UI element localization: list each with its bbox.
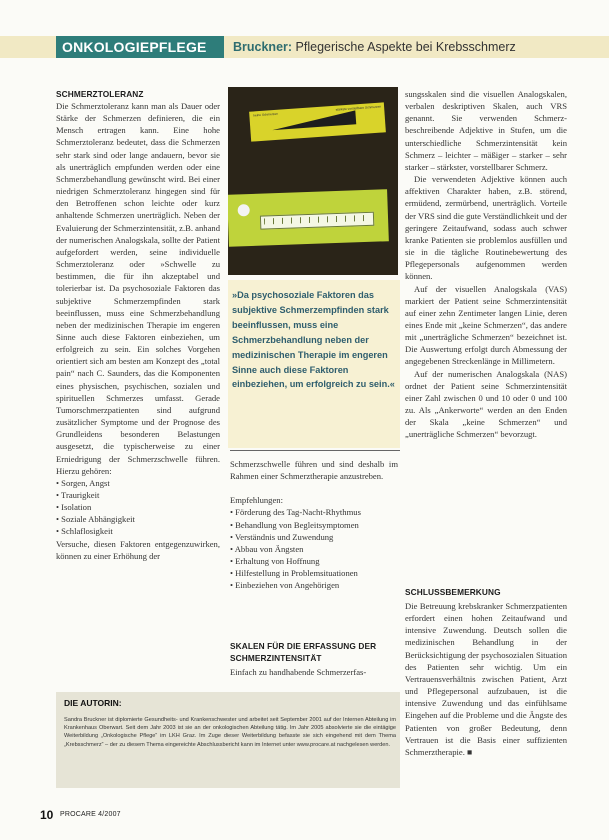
column-1 (56, 88, 220, 562)
divider (230, 450, 400, 451)
col2-paragraph-3 (230, 666, 398, 678)
col2-paragraph-3-text: Einfach zu handhabende Schmerzerfas- (230, 667, 367, 677)
column-3-end (405, 600, 567, 758)
page-title (233, 38, 516, 56)
heading-schmerztoleranz: SCHMERZTOLERANZ (56, 89, 144, 99)
section-tab: ONKOLOGIEPFLEGE (56, 36, 224, 58)
list-item: • Verständnis und Zuwendung (230, 531, 398, 543)
heading-schlussbemerkung: SCHLUSSBEMERKUNG (405, 587, 501, 597)
col2-paragraph-1: Schmerzschwelle führen und sind deshalb im Rahmen einer Schmerztherapie anzustreben. (230, 459, 398, 482)
header-author: Bruckner: (233, 40, 293, 54)
author-text-body: Sandra Bruckner ist diplomierte Gesundheits- und Krankenschwester und arbeitet seit September 2001 auf der Internen Abteilung im Krankenhaus Oberwart. Seit dem Jahr 2003 ist sie an der onkologischen Abteilung tätig. Im Jahr 2005 absolvierte sie die eintägige Weiterbildung „Onkologische Pflege“ im LKH Graz. Im Zuge dieser Weiterbildung befasste sie sich eingehend mit dem Thema „Krebsschmerz“ – der zu diesem Thema eingereichte Abschlussbericht kann im Internet unter www.procare.at nachgelesen werden. (64, 717, 396, 748)
list-item: • Einbeziehen von Angehörigen (230, 579, 398, 591)
page-number: 10 (40, 808, 54, 822)
author-text (64, 716, 396, 749)
scale-right-label: stärkste vorstellbare Schmerzen (335, 104, 382, 112)
scale-left-label: keine Schmerzen (253, 111, 279, 118)
column-3 (405, 88, 567, 441)
list-item: • Hilfestellung in Problemsituationen (230, 567, 398, 579)
list-item: • Soziale Abhängigkeit (56, 513, 220, 525)
heading-skalen: SKALEN FÜR DIE ERFASSUNG DER SCHMERZINTENSITÄT (230, 641, 377, 663)
col3-paragraph-4: Auf der numerischen Analogskala (NAS) ordnet der Patient seine Schmerzintensität einer Zahl zwischen 0 und 10 oder 0 und 100 zu. Als „Ankerworte“ werden an den Enden der Skala „keine Schmerzen“ und „unerträgliche Schmerzen“ bevorzugt. (405, 368, 567, 440)
list-item: • Traurigkeit (56, 489, 220, 501)
pain-scale-photo (228, 87, 398, 275)
list-item: • Erhaltung von Hoffnung (230, 555, 398, 567)
col2-paragraph-2: Empfehlungen: (230, 495, 283, 506)
header-title-text: Pflegerische Aspekte bei Krebsschmerz (295, 40, 516, 54)
pull-quote: »Da psychosoziale Faktoren das subjektive Schmerzempfinden stark beeinflussen, muss eine Schmerzbehandlung neben der medizinischen Therapie im engeren Sinne auch diese Faktoren einbeziehen, um erfolgreich zu sein.« (232, 290, 395, 390)
list-item: • Förderung des Tag-Nacht-Rhythmus (230, 506, 398, 518)
col3-paragraph-5: Die Betreuung krebskranker Schmerzpatienten erfordert einen hohen Zeitaufwand und intensive Zuwendung. Deutsch sollen die medizinischen Behandlung in der Berücksichtigung der psychosozialen Situation des Patienten sehr wichtig. Um ein Vertrauensverhältnis zwischen Patient, Arzt und Pflegepersonal aufzubauen, ist die intensive Zuwendung und das einfühlsame Eingehen auf die Probleme und die Ängste des Patienten von großer Bedeutung, denn Vertrauen ist die Basis einer suffizienten Schmerztherapie. ■ (405, 601, 567, 757)
column-2 (230, 458, 398, 592)
list-item: • Schlaflosigkeit (56, 525, 220, 537)
list-item: • Behandlung von Begleitsymptomen (230, 519, 398, 531)
col3-paragraph-1: sungsskalen sind die visuellen Analogskalen, verbalen deskriptiven Skalen, auch VRS genannt. Sie verwenden Schmerz-beschreibende Adjektive in Stufen, um die unterschiedliche Schmerzintensität kein Schmerz – leichter – mäßiger – starker – sehr starker – stärkster, vorstellbarer Schmerz. (405, 89, 567, 172)
col2-bullet-list (230, 506, 398, 591)
author-heading: DIE AUTORIN: (64, 698, 122, 708)
slider-knob-icon (237, 204, 249, 216)
col1-paragraph: Die Schmerztoleranz kann man als Dauer oder Stärke der Schmerzen definieren, die ein Mensch ertragen kann. Eine hohe Schmerztoleranz bedeutet, dass die Schmerzen sehr stark sind oder lange andauern, bevor sie als unerträglich empfunden werden oder eine Schmerzbehandlung gewünscht wird. Bei einer niedrigen Schmerztoleranz hingegen sind für den Betroffenen schon leichte oder kurz anhaltende Schmerzen unerträglich. Neben der Evaluierung der Schmerzintensität, z.B. anhand der numerischen Analogskala, sollte der Patient aufgefordert werden, seine individuelle Schmerztoleranz oder »Schwelle zu bestimmen, die für ihn akzeptabel und tolerierbar ist. Da psychosoziale Faktoren das subjektive Schmerzempfinden stark beeinflussen, muss eine Schmerzbehandlung neben der medizinischen Therapie im engeren Sinne auch diese Faktoren einbeziehen, um erfolgreich zu sein. Ein solches Vorgehen orientiert sich am besten am Konzept des „total pain“ nach C. Saunders, das die Komponenten eines physischen, psychischen, sozialen und spirituellen Schmerzes umfasst. Gerade Tumorschmerzpatienten sind aufgrund zusätzlicher Symptome und der Prognose des Grundleidens besonderen Belastungen ausgesetzt, die typischerweise zu einer Erniedrigung der Schmerzschwelle führen. Hierzu gehören: (56, 101, 220, 476)
list-item: • Sorgen, Angst (56, 477, 220, 489)
list-item: • Abbau von Ängsten (230, 543, 398, 555)
wedge-icon (271, 110, 356, 130)
col3-paragraph-3: Auf der visuellen Analogskala (VAS) markiert der Patient seine Schmerzintensität auf einer zehn Zentimeter langen Linie, deren eines Ende mit „keine Schmerzen“, das andere mit „unerträgliche Schmerzen“ bezeichnet ist. Die Auswertung erfolgt durch Abmessung der angegebenen Streckenlänge in Millimetern. (405, 283, 567, 367)
nas-ruler-image (228, 189, 389, 247)
issue-reference: PROCARE 4/2007 (60, 811, 121, 818)
vas-ruler-image (249, 102, 386, 141)
list-item: • Isolation (56, 501, 220, 513)
col1-bullet-list (56, 477, 220, 538)
col1-after-paragraph: Versuche, diesen Faktoren entgegenzuwirken, können zu einer Erhöhung der (56, 538, 220, 561)
col3-paragraph-2: Die verwendeten Adjektive können auch affektiven Charakter haben, z.B. störend, ermüdend, zermürbend, unerträglich. Vorteile der VRS sind die gute Verständlichkeit und der geringere Zeitaufwand, sodass auch schwer kranke Patienten sie problemlos ausfüllen und sie in die tägliche Routinebewertung des Pflegepersonals aufgenommen werden können. (405, 174, 567, 282)
